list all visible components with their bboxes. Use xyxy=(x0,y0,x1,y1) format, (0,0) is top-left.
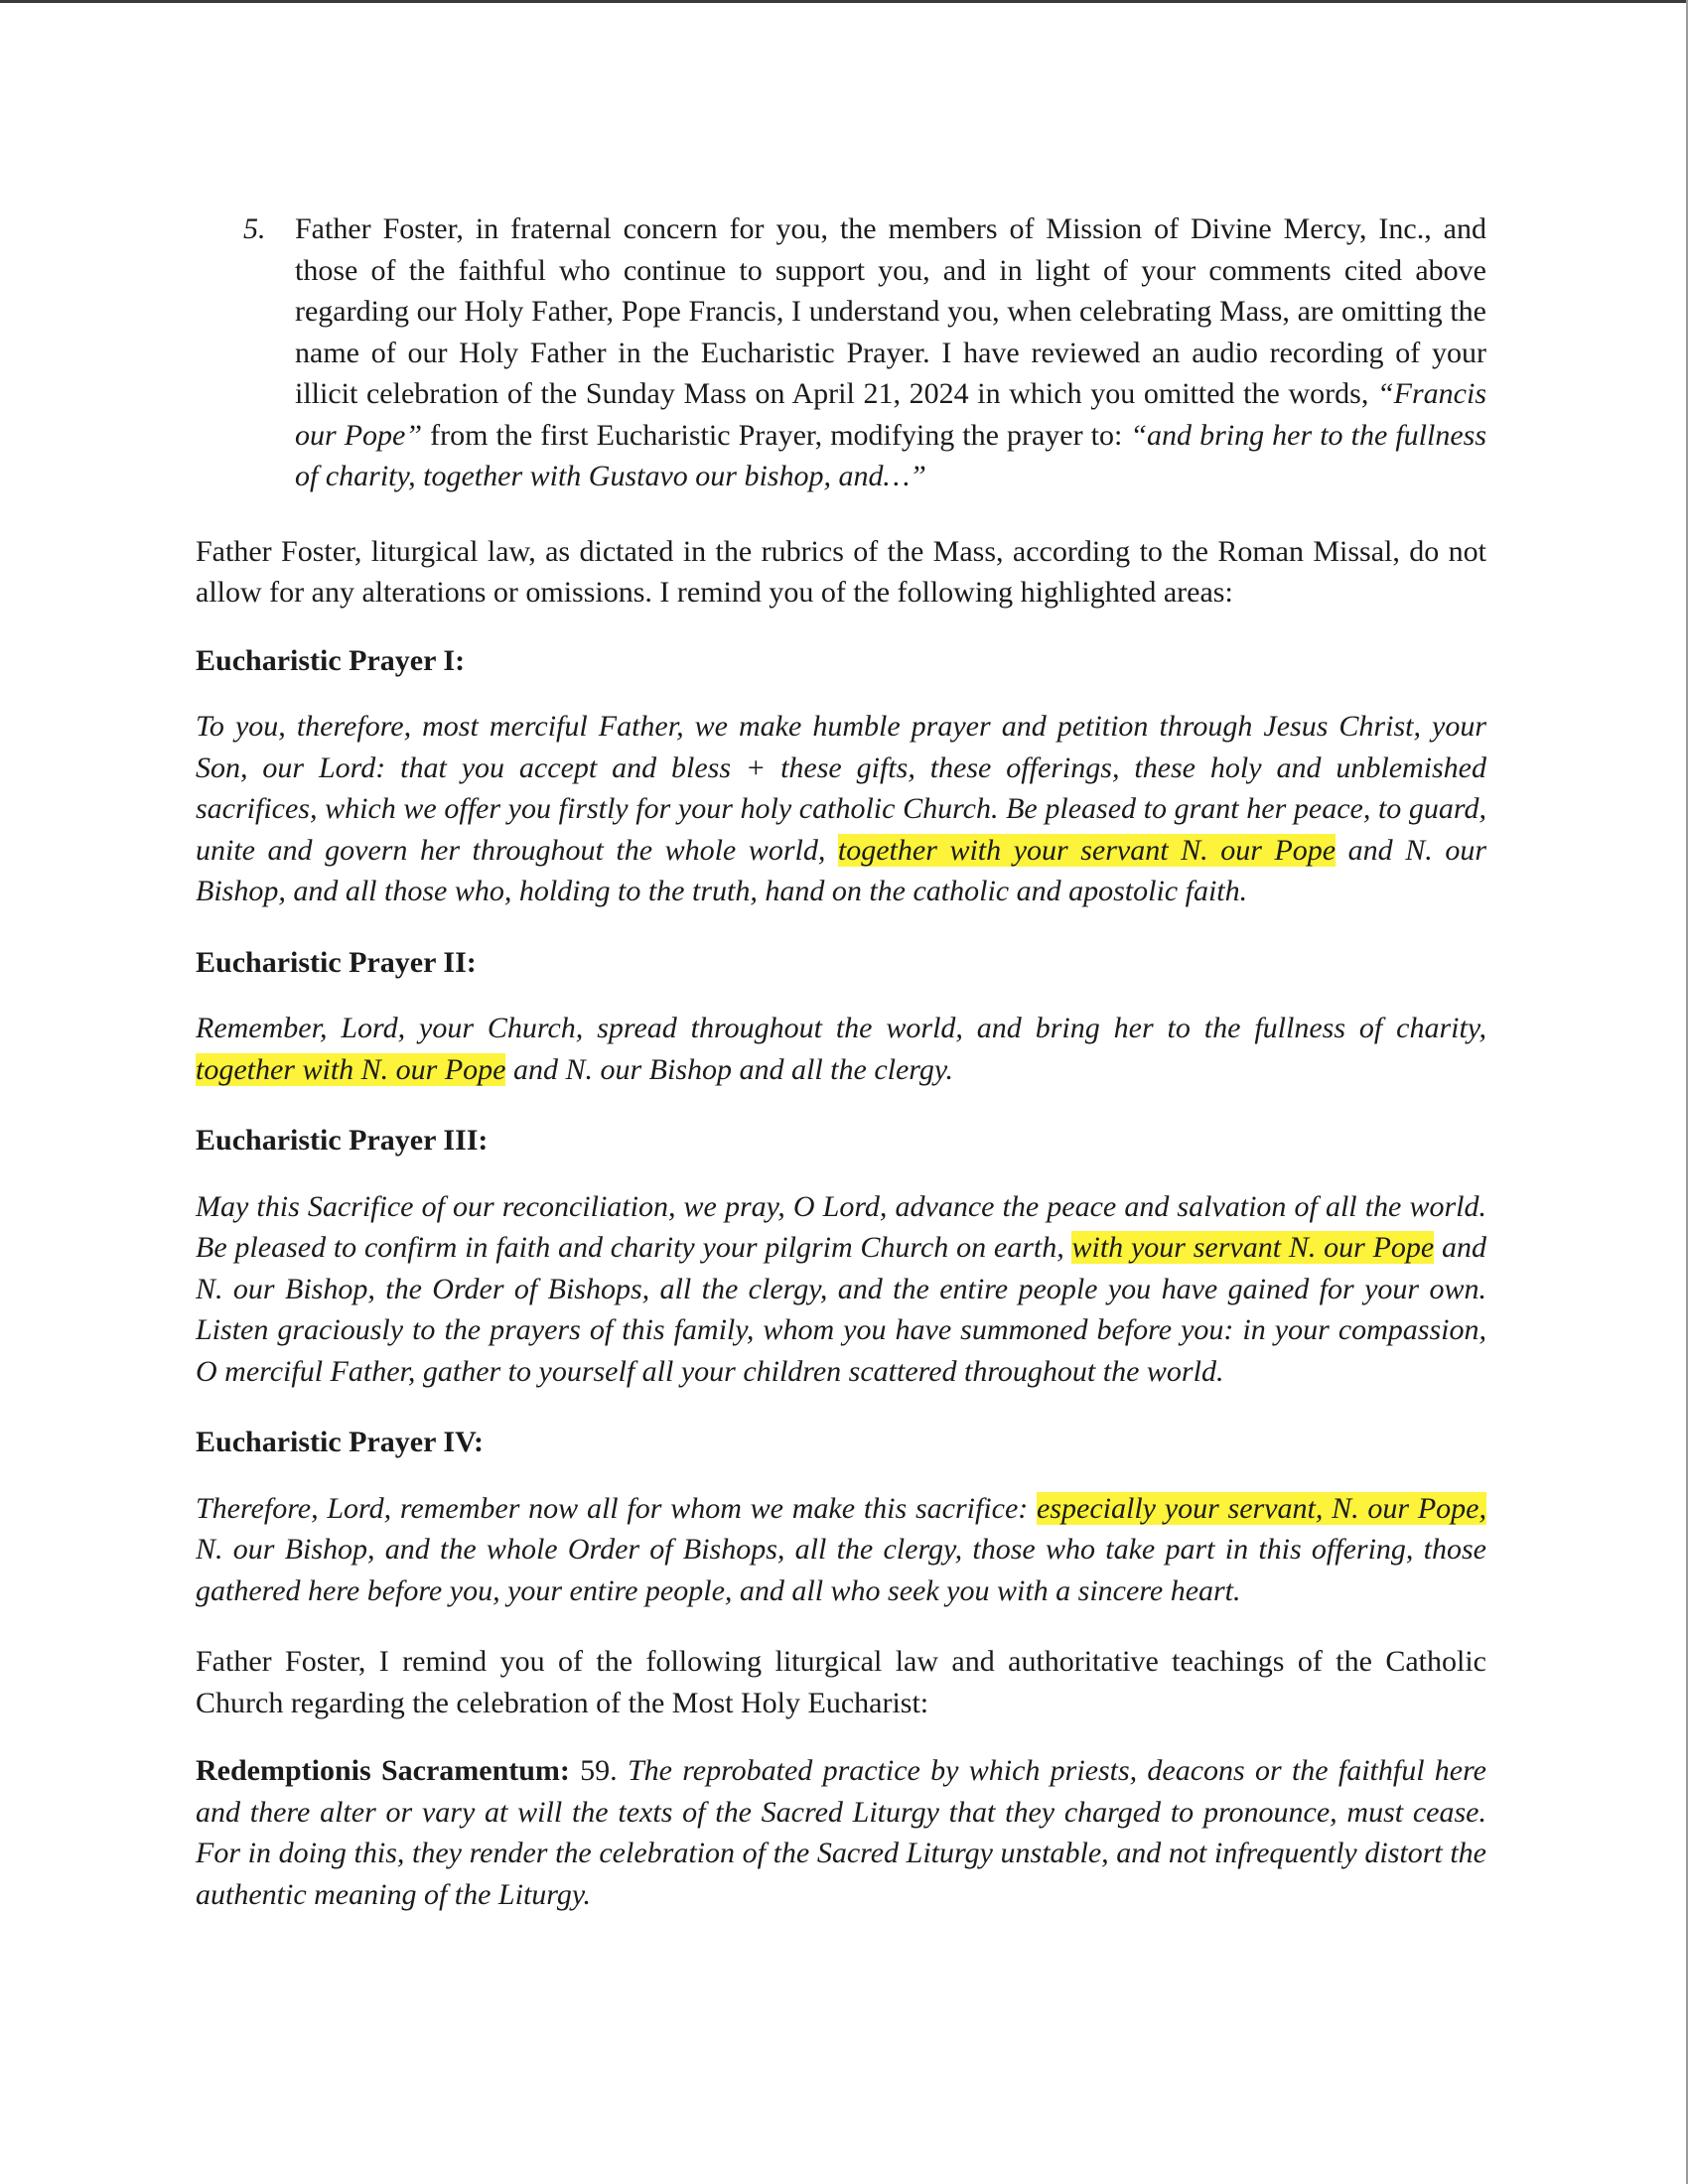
teachings-intro: Father Foster, I remind you of the following liturgical law and authoritative teachings of the Catholic Church regarding the celebration of the Most Holy Eucharist: xyxy=(196,1645,1486,1719)
prayer-4-highlight: especially your servant, N. our Pope, xyxy=(1037,1491,1486,1525)
liturgical-law-intro: Father Foster, liturgical law, as dictated in the rubrics of the Mass, according to the Roman Missal, do not allow for any alterations or omissions. I remind you of the following highlighted areas: xyxy=(196,534,1486,609)
prayer-2-text-before: Remember, Lord, your Church, spread throughout the world, and bring her to the fullness of charity, xyxy=(196,1012,1486,1044)
prayer-2-text-after: and N. our Bishop and all the clergy. xyxy=(505,1052,954,1086)
prayer-1-text-before: To you, therefore, most merciful Father, we make humble prayer and petition through Jesus Christ, your Son, our Lord: that you accept and bless + these gifts, these offerings, these holy and unblemished sacrifices, which we offer you firstly for your holy catholic Church. Be pleased to grant her peace, to guard, unite and govern her throughout the whole world, xyxy=(196,710,1486,867)
item-quote-modified: “and bring her to the fullness of charity, together with Gustavo our bishop, and…” xyxy=(295,418,1486,492)
prayer-4-text-before: Therefore, Lord, remember now all for whom we make this sacrifice: xyxy=(196,1491,1038,1525)
prayer-3-highlight: with your servant N. our Pope xyxy=(1071,1231,1435,1264)
redemptionis-label: Redemptionis Sacramentum: xyxy=(196,1754,570,1787)
redemptionis-paragraph xyxy=(196,1750,1486,1915)
prayer-3-heading: Eucharistic Prayer III: xyxy=(196,1124,489,1157)
prayer-1-highlight: together with your servant N. our Pope xyxy=(837,833,1336,867)
prayer-1-text xyxy=(196,706,1486,912)
prayer-3-text-before: May this Sacrifice of our reconciliation, we pray, O Lord, advance the peace and salvation of all the world. Be pleased to confirm in faith and charity your pilgrim Church on earth, xyxy=(196,1189,1486,1264)
prayer-1-text-after: and N. our Bishop, and all those who, holding to the truth, hand on the catholic and apostolic faith. xyxy=(196,833,1487,907)
scan-top-edge xyxy=(0,0,1688,3)
prayer-1-heading: Eucharistic Prayer I: xyxy=(196,643,466,677)
item-text-before-quote: Father Foster, in fraternal concern for you, the members of Mission of Divine Mercy, Inc., and those of the faithful who continue to support you, and in light of your comments cited above regarding our Holy Father, Pope Francis, I understand you, when celebrating Mass, are omitting the name of our Holy Father in the Eucharistic Prayer. I have reviewed an audio recording of your illicit celebration of the Sunday Mass on April 21, 2024 in which you omitted the words, xyxy=(295,212,1486,410)
prayer-4-text xyxy=(196,1488,1486,1612)
redemptionis-number: 59. xyxy=(569,1754,628,1787)
prayer-3-text-after: and N. our Bishop, the Order of Bishops, all the clergy, and the entire people you have gained for your own. Listen graciously to the prayers of this family, whom you have summoned before you: in your compassion, O merciful Father, gather to yourself all your children scattered throughout the world. xyxy=(196,1231,1487,1388)
redemptionis-text: The reprobated practice by which priests, deacons or the faithful here and there alter or vary at will the texts of the Sacred Liturgy that they charged to pronounce, must cease. For in doing this, they render the celebration of the Sacred Liturgy unstable, and not infrequently distort the authentic meaning of the Liturgy. xyxy=(196,1754,1486,1911)
item-text-middle: from the first Eucharistic Prayer, modifying the prayer to: xyxy=(422,418,1131,452)
prayer-4-text-after: N. our Bishop, and the whole Order of Bishops, all the clergy, those who take part in this offering, those gathered here before you, your entire people, and all who seek you with a sincere heart. xyxy=(196,1533,1486,1607)
item-quote-omitted: “Francis our Pope” xyxy=(295,377,1486,452)
prayer-2-heading: Eucharistic Prayer II: xyxy=(196,945,477,979)
prayer-4-heading: Eucharistic Prayer IV: xyxy=(196,1426,484,1458)
numbered-item-5 xyxy=(196,208,1486,497)
prayer-2-highlight: together with N. our Pope xyxy=(196,1052,506,1086)
prayer-3-text xyxy=(196,1186,1486,1393)
letter-page xyxy=(196,208,1486,1942)
prayer-2-text xyxy=(196,1008,1486,1090)
item-number: 5. xyxy=(243,212,266,245)
